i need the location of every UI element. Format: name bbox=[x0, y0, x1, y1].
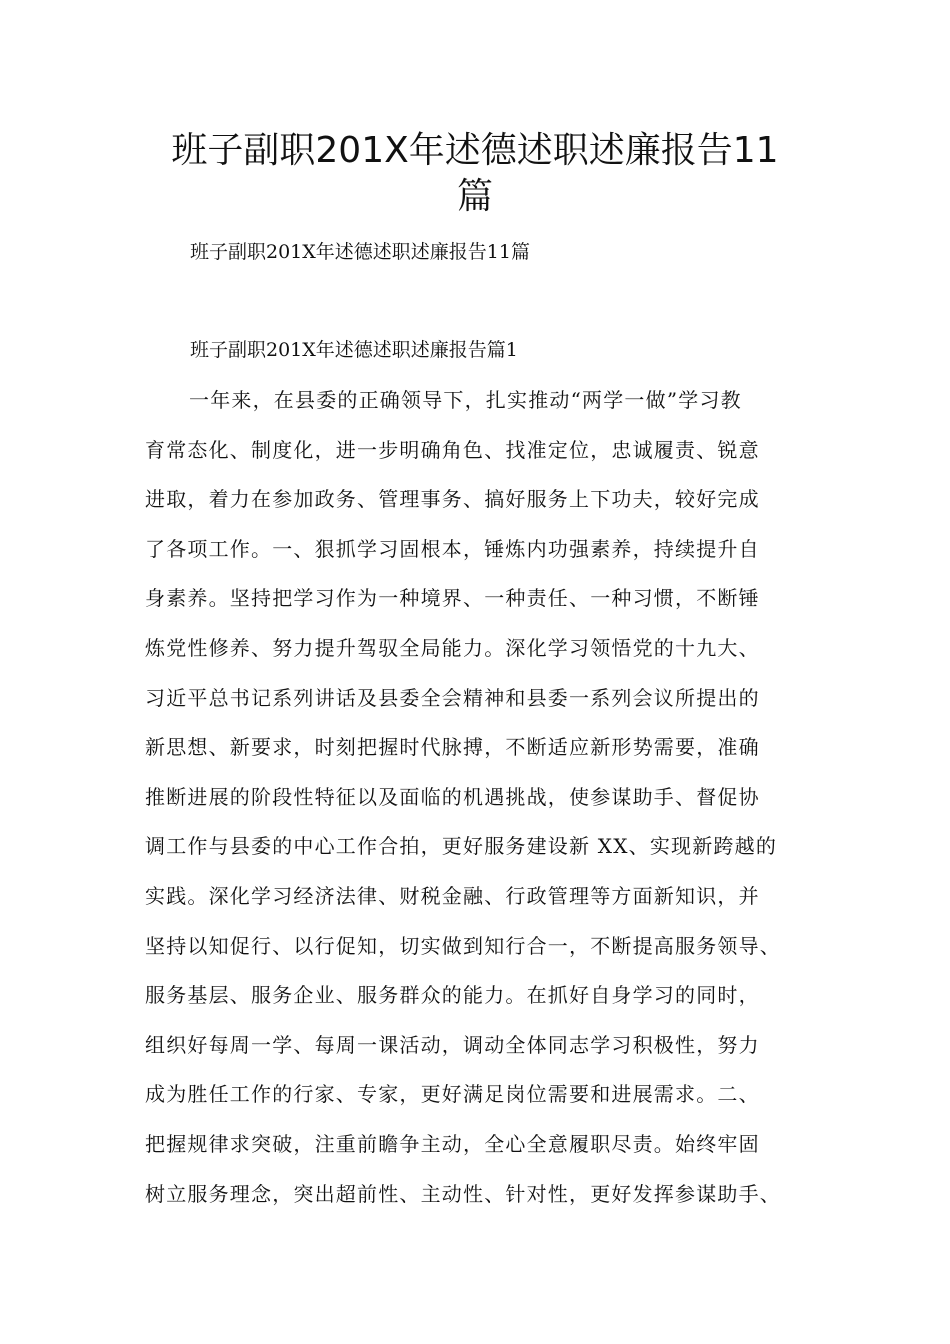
body-line: 习近平总书记系列讲话及县委全会精神和县委一系列会议所提出的 bbox=[145, 685, 760, 710]
body-line: 服务基层、服务企业、服务群众的能力。在抓好自身学习的同时， bbox=[145, 983, 760, 1008]
document-subtitle: 班子副职201X年述德述职述廉报告11篇 bbox=[190, 241, 530, 263]
document-title bbox=[120, 128, 830, 220]
body-line: 调工作与县委的中心工作合拍，更好服务建设新 XX、实现新跨越的 bbox=[145, 834, 778, 859]
body-line: 成为胜任工作的行家、专家，更好满足岗位需要和进展需求。二、 bbox=[145, 1082, 760, 1107]
body-line: 身素养。坚持把学习作为一种境界、一种责任、一种习惯，不断锤 bbox=[145, 586, 760, 611]
body-line: 育常态化、制度化，进一步明确角色、找准定位，忠诚履责、锐意 bbox=[145, 437, 760, 462]
body-line: 组织好每周一学、每周一课活动，调动全体同志学习积极性，努力 bbox=[145, 1032, 760, 1057]
document-title-line-1: 班子副职201X年述德述职述廉报告11 bbox=[171, 130, 779, 171]
body-line: 进取，着力在参加政务、管理事务、搞好服务上下功夫，较好完成 bbox=[145, 487, 760, 512]
document-title-line-2: 篇 bbox=[456, 176, 493, 217]
body-line: 了各项工作。一、狠抓学习固根本，锤炼内功强素养，持续提升自 bbox=[145, 536, 760, 561]
body-line: 炼党性修养、努力提升驾驭全局能力。深化学习领悟党的十九大、 bbox=[145, 635, 760, 660]
body-line: 实践。深化学习经济法律、财税金融、行政管理等方面新知识，并 bbox=[145, 883, 760, 908]
body-paragraph bbox=[145, 380, 825, 1223]
body-line: 新思想、新要求，时刻把握时代脉搏，不断适应新形势需要，准确 bbox=[145, 735, 760, 760]
section-heading: 班子副职201X年述德述职述廉报告篇1 bbox=[190, 339, 518, 361]
body-line: 坚持以知促行、以行促知，切实做到知行合一，不断提高服务领导、 bbox=[145, 933, 781, 958]
body-line: 推断进展的阶段性特征以及面临的机遇挑战，使参谋助手、督促协 bbox=[145, 784, 760, 809]
body-line: 一年来，在县委的正确领导下，扎实推动“两学一做”学习教 bbox=[189, 388, 742, 412]
body-line: 把握规律求突破，注重前瞻争主动，全心全意履职尽责。始终牢固 bbox=[145, 1131, 760, 1156]
body-line: 树立服务理念，突出超前性、主动性、针对性，更好发挥参谋助手、 bbox=[145, 1181, 781, 1206]
